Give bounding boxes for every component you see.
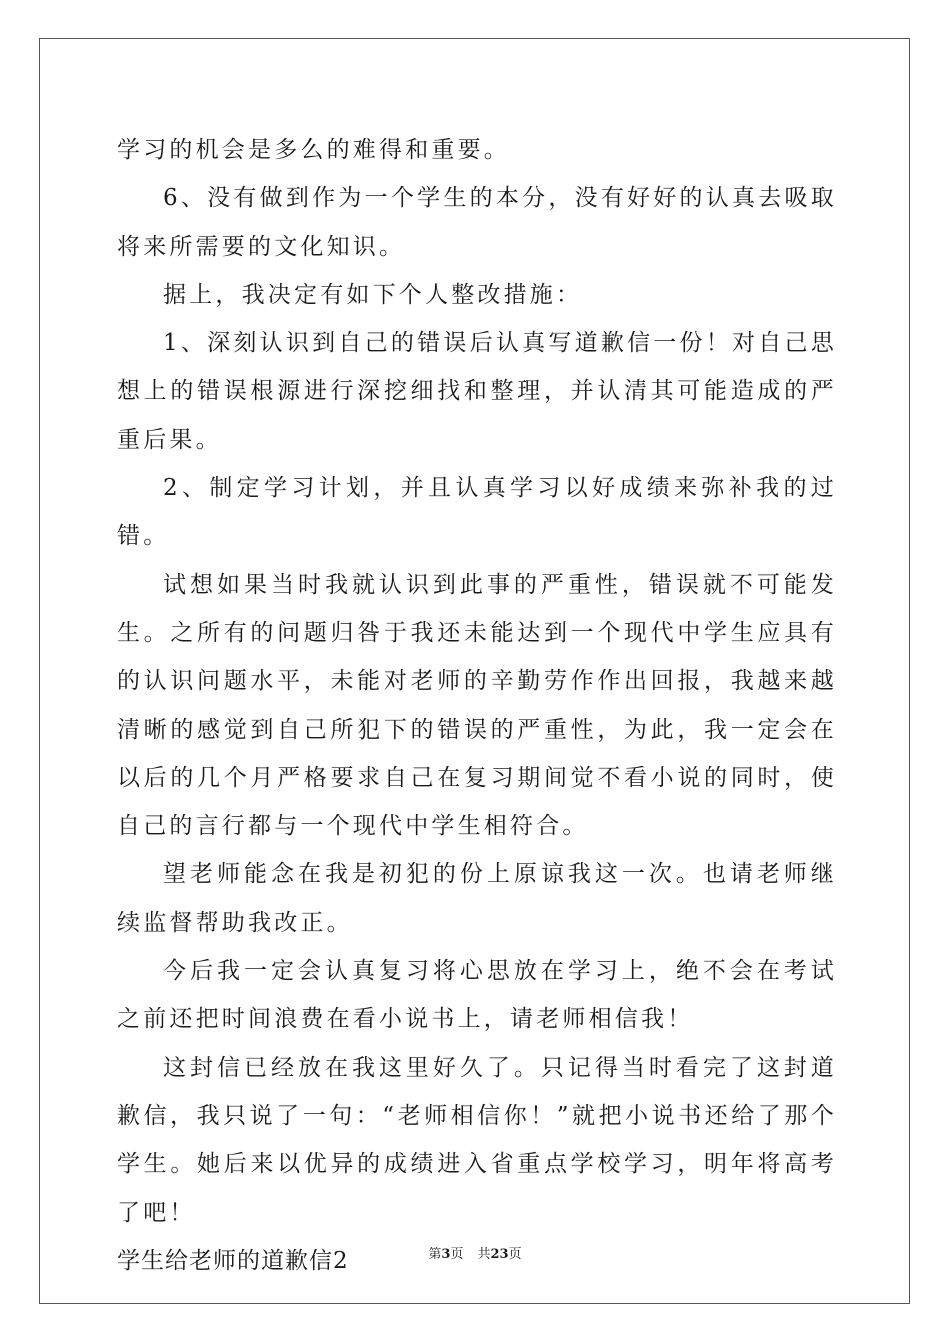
paragraph: 据上，我决定有如下个人整改措施： (163, 281, 583, 308)
footer-page-suffix: 页 (450, 1247, 464, 1262)
footer-page-prefix: 第 (428, 1247, 442, 1262)
paragraph: 望老师能念在我是初犯的份上原谅我这一次。也请老师继续监督帮助我改正。 (117, 861, 837, 936)
section-heading: 学生给老师的道歉信2 (117, 1247, 349, 1274)
document-body (117, 126, 837, 1285)
footer-total-suffix: 页 (508, 1247, 522, 1262)
footer-total-pages: 23 (490, 1247, 509, 1262)
paragraph: 今后我一定会认真复习将心思放在学习上，绝不会在考试之前还把时间浪费在看小说书上，请老师相信我！ (117, 958, 837, 1033)
footer-total-prefix: 共 (477, 1247, 491, 1262)
page-footer (0, 1247, 950, 1263)
paragraph: 学习的机会是多么的难得和重要。 (117, 137, 510, 163)
footer-page-number: 3 (441, 1247, 451, 1262)
paragraph: 2、制定学习计划，并且认真学习以好成绩来弥补我的过错。 (117, 475, 837, 550)
paragraph: 试想如果当时我就认识到此事的严重性，错误就不可能发生。之所有的问题归咎于我还未能达到一个现代中学生应具有的认识问题水平，未能对老师的辛勤劳作作出回报，我越来越清晰的感觉到自己所犯下的错误的严重性，为此，我一定会在以后的几个月严格要求自己在复习期间觉不看小说的同时，使自己的言行都与一个现代中学生相符合。 (117, 571, 837, 840)
paragraph: 1、深刻认识到自己的错误后认真写道歉信一份！对自己思想上的错误根源进行深挖细找和整理，并认清其可能造成的严重后果。 (117, 330, 837, 453)
paragraph: 这封信已经放在我这里好久了。只记得当时看完了这封道歉信，我只说了一句：“老师相信你！”就把小说书还给了那个学生。她后来以优异的成绩进入省重点学校学习，明年将高考了吧！ (117, 1054, 837, 1226)
paragraph: 6、没有做到作为一个学生的本分，没有好好的认真去吸取将来所需要的文化知识。 (117, 185, 837, 260)
